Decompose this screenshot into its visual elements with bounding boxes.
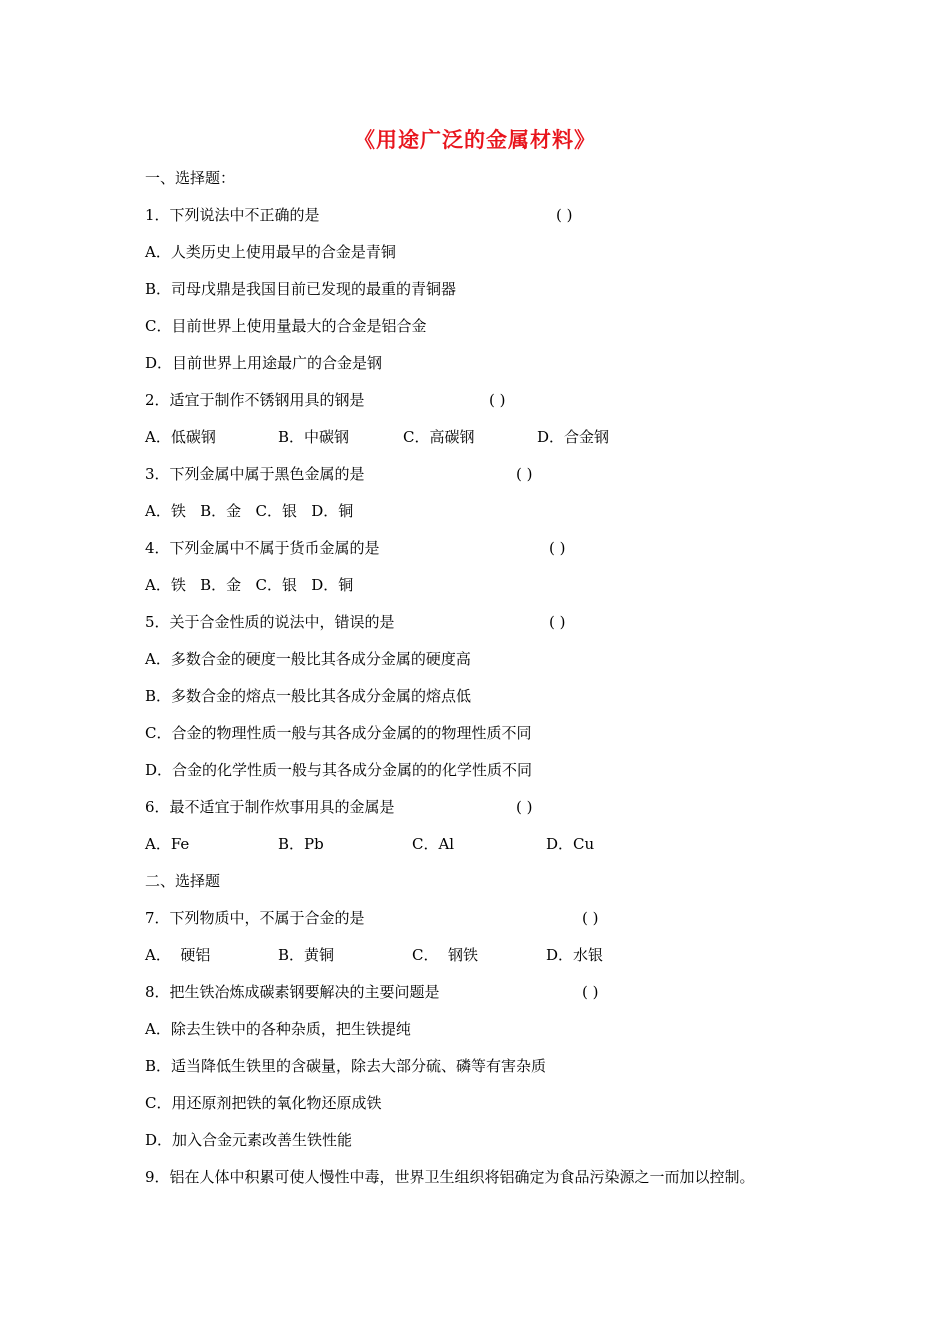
question-5-option-c: C．合金的物理性质一般与其各成分金属的的物理性质不同	[145, 724, 532, 742]
question-5-option-d: D．合金的化学性质一般与其各成分金属的的化学性质不同	[145, 761, 533, 779]
question-1-option-d: D．目前世界上用途最广的合金是钢	[145, 354, 383, 372]
question-8-answer-blank: ( )	[582, 983, 599, 1001]
question-2-stem: 2．适宜于制作不锈钢用具的钢是	[145, 391, 365, 409]
question-4-stem: 4．下列金属中不属于货币金属的是	[145, 539, 380, 557]
question-8-option-a: A．除去生铁中的各种杂质，把生铁提纯	[145, 1020, 411, 1038]
question-1-option-b: B．司母戊鼎是我国目前已发现的最重的青铜器	[145, 280, 457, 298]
question-3-stem: 3．下列金属中属于黑色金属的是	[145, 465, 365, 483]
question-3-answer-blank: ( )	[516, 465, 533, 483]
question-2-option-c: C．高碳钢	[403, 428, 475, 446]
question-6-stem: 6．最不适宜于制作炊事用具的金属是	[145, 798, 395, 816]
question-1-answer-blank: ( )	[556, 206, 573, 224]
question-7-option-c: C． 钢铁	[412, 946, 479, 964]
question-5-option-a: A．多数合金的硬度一般比其各成分金属的硬度高	[145, 650, 471, 668]
question-2-option-d: D．合金钢	[537, 428, 610, 446]
question-2-answer-blank: ( )	[489, 391, 506, 409]
section-heading-2: 二、选择题	[145, 872, 221, 890]
document-title: 《用途广泛的金属材料》	[354, 127, 596, 152]
question-4-answer-blank: ( )	[549, 539, 566, 557]
question-1-stem: 1．下列说法中不正确的是	[145, 206, 320, 224]
question-6-answer-blank: ( )	[516, 798, 533, 816]
question-9-stem: 9．铝在人体中积累可使人慢性中毒，世界卫生组织将铝确定为食品污染源之一而加以控制。	[145, 1168, 755, 1186]
question-6-option-c: C．Al	[412, 835, 455, 853]
question-8-option-b: B．适当降低生铁里的含碳量，除去大部分硫、磷等有害杂质	[145, 1057, 547, 1075]
question-7-option-d: D．水银	[546, 946, 604, 964]
question-6-option-a: A．Fe	[145, 835, 190, 853]
question-6-option-b: B．Pb	[278, 835, 324, 853]
question-7-option-b: B．黄铜	[278, 946, 335, 964]
question-5-answer-blank: ( )	[549, 613, 566, 631]
question-8-stem: 8．把生铁冶炼成碳素钢要解决的主要问题是	[145, 983, 440, 1001]
question-2-option-a: A．低碳钢	[145, 428, 216, 446]
question-2-option-b: B．中碳钢	[278, 428, 350, 446]
question-4-options: A．铁 B．金 C．银 D．铜	[145, 576, 354, 594]
question-7-option-a: A． 硬铝	[145, 946, 211, 964]
question-7-stem: 7．下列物质中，不属于合金的是	[145, 909, 365, 927]
question-7-answer-blank: ( )	[582, 909, 599, 927]
question-6-option-d: D．Cu	[546, 835, 595, 853]
question-1-option-a: A．人类历史上使用最早的合金是青铜	[145, 243, 396, 261]
question-1-option-c: C．目前世界上使用量最大的合金是铝合金	[145, 317, 427, 335]
section-heading-1: 一、选择题：	[145, 169, 236, 187]
question-5-option-b: B．多数合金的熔点一般比其各成分金属的熔点低	[145, 687, 472, 705]
question-3-options: A．铁 B．金 C．银 D．铜	[145, 502, 354, 520]
question-5-stem: 5．关于合金性质的说法中，错误的是	[145, 613, 395, 631]
question-8-option-c: C．用还原剂把铁的氧化物还原成铁	[145, 1094, 382, 1112]
question-8-option-d: D．加入合金元素改善生铁性能	[145, 1131, 353, 1149]
